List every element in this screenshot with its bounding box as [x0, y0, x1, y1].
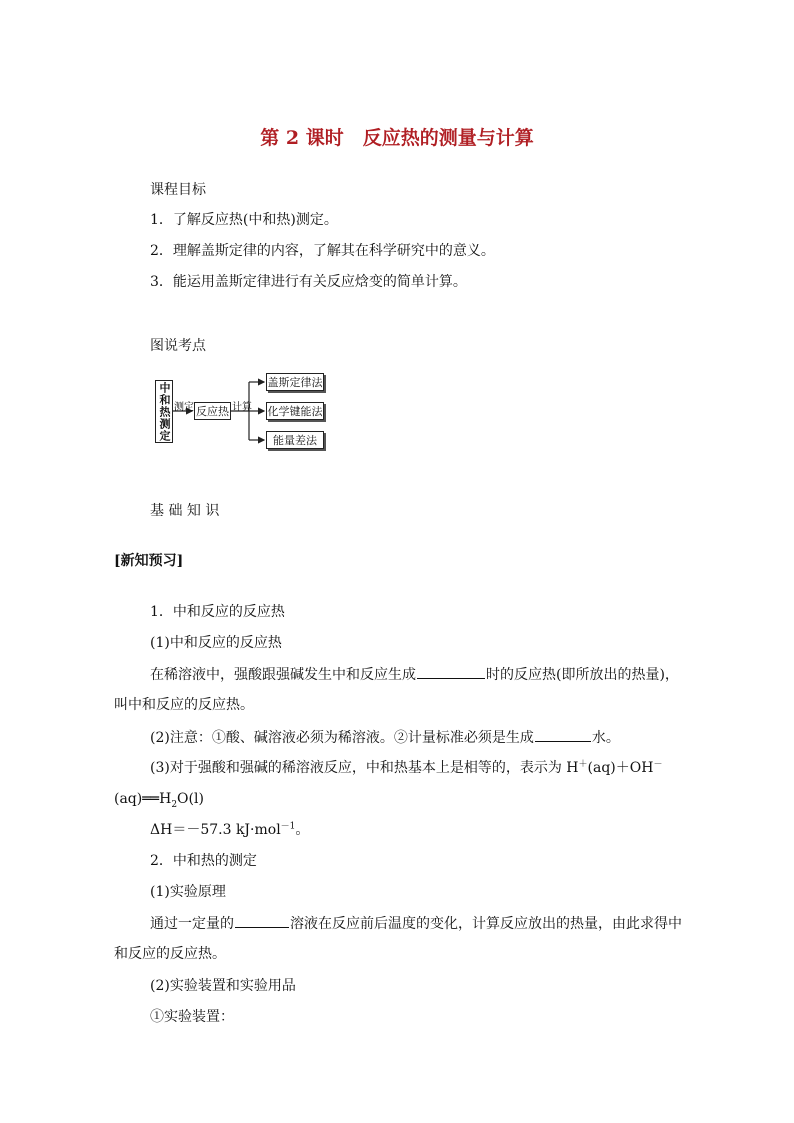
basics-heading: 基 础 知 识: [150, 503, 220, 519]
arrow-label-calc: 计算: [232, 402, 252, 413]
paragraph-line: (3)对于强酸和强碱的稀溶液反应，中和热基本上是相等的，表示为 H＋(aq)＋OH－: [150, 759, 663, 776]
equation-line: $(aq)══H_2O(l)$: [114, 791, 204, 810]
paragraph-line: 叫中和反应的反应热。: [114, 697, 254, 713]
goal-item: 1．了解反应热(中和热)测定。: [150, 212, 338, 228]
section-heading: 1．中和反应的反应热: [150, 604, 285, 620]
arrow-label-measure: 测定: [174, 402, 194, 413]
equation-line: ΔH＝－57.3 kJ·mol$^{-1}$。: [150, 821, 310, 838]
paragraph-line: 通过一定量的 溶液在反应前后温度的变化，计算反应放出的热量，由此求得中: [150, 913, 682, 934]
subsection-heading: (1)中和反应的反应热: [150, 635, 282, 651]
subsection-heading: (1)实验原理: [150, 884, 226, 900]
diagram-arrows: [0, 0, 794, 500]
diagram-center-box: 反应热: [194, 402, 231, 420]
diagram-heading: 图说考点: [150, 338, 206, 354]
diagram-target-energy: 能量差法: [266, 431, 324, 449]
goal-item: 2．理解盖斯定律的内容，了解其在科学研究中的意义。: [150, 243, 495, 259]
fill-blank[interactable]: [235, 913, 289, 928]
diagram-target-hess: 盖斯定律法: [266, 373, 324, 391]
paragraph-line: 在稀溶液中，强酸跟强碱发生中和反应生成 时的反应热(即所放出的热量)，: [150, 664, 679, 685]
fill-blank[interactable]: [417, 664, 485, 679]
goals-heading: 课程目标: [150, 182, 206, 198]
subsection-heading: ①实验装置：: [150, 1009, 234, 1025]
diagram-target-bond: 化学键能法: [266, 402, 324, 420]
subsection-heading: (2)实验装置和实验用品: [150, 978, 296, 994]
paragraph-line: 和反应的反应热。: [114, 946, 226, 962]
diagram-left-box: 中和热测定: [155, 380, 173, 443]
section-heading: 2．中和热的测定: [150, 853, 257, 869]
page-title: 第 2 课时 反应热的测量与计算: [260, 127, 534, 149]
paragraph-line: (2)注意：①酸、碱溶液必须为稀溶液。②计量标准必须是生成 水。: [150, 727, 620, 748]
goal-item: 3．能运用盖斯定律进行有关反应焓变的简单计算。: [150, 274, 467, 290]
section-tag: [新知预习]: [114, 553, 184, 569]
fill-blank[interactable]: [535, 727, 591, 742]
